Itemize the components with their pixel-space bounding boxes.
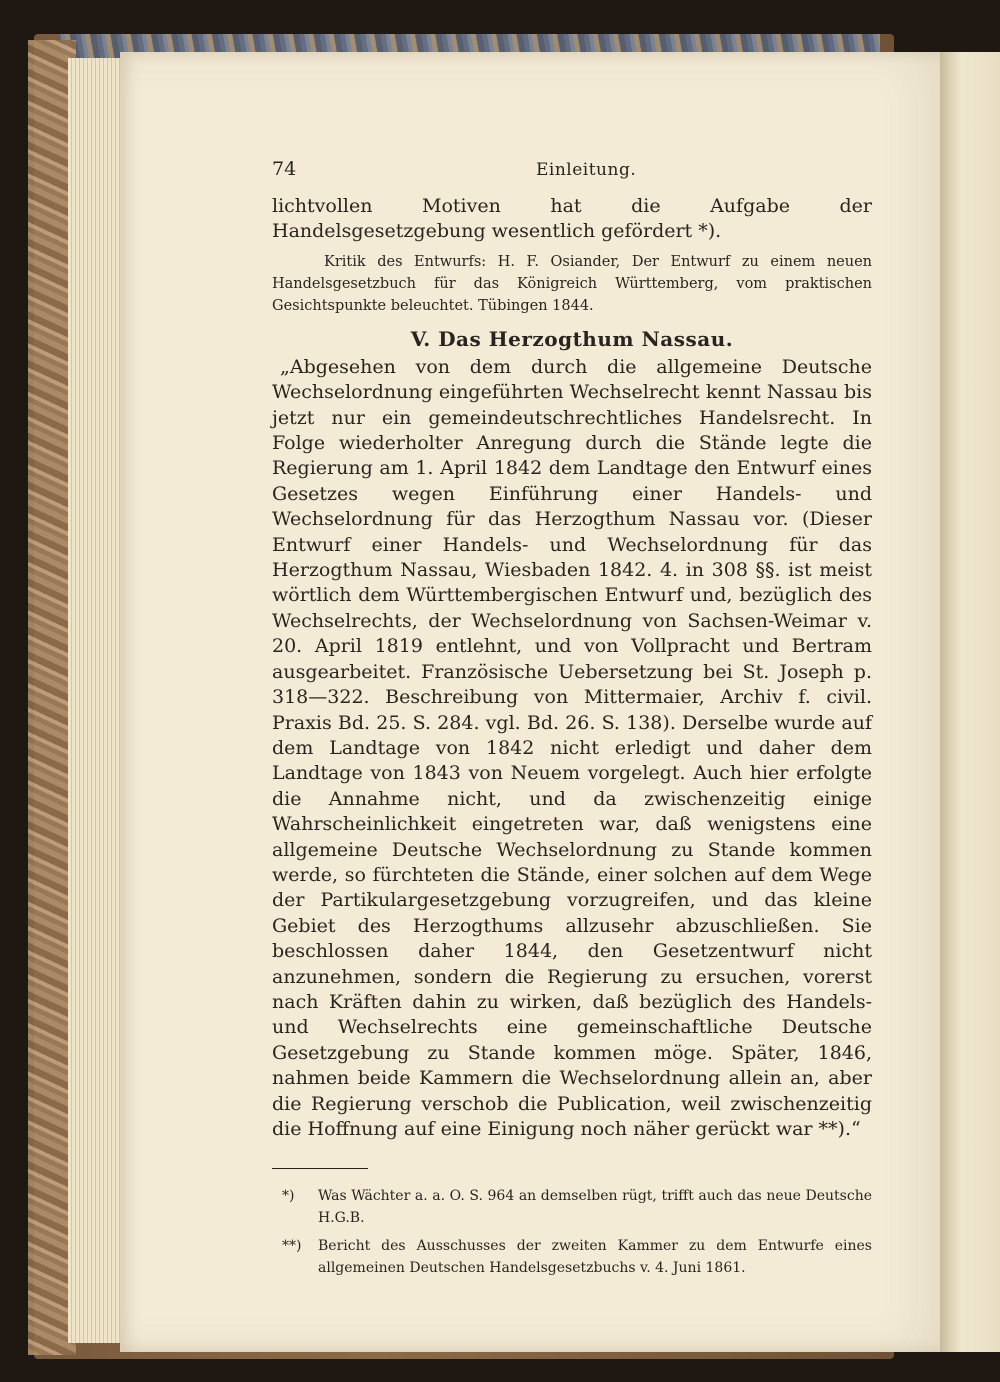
body-paragraph: „Abgesehen von dem durch die allgemeine Deutsche Wechselordnung eingeführten Wechselrecht kennt Nassau bis jetzt nur ein gemeindeutschrechtliches Handelsrecht. In Folge wiederholter Anregung durch die Stände legte die Regierung am 1. April 1842 dem Landtage den Entwurf eines Gesetzes wegen Einführung einer Handels- und Wechselordnung für das Herzogthum Nassau vor. (Dieser Entwurf einer Handels- und Wechselordnung für das Herzogthum Nassau, Wiesbaden 1842. 4. in 308 §§. ist meist wörtlich dem Württembergischen Entwurf und, bezüglich des Wechselrechts, der Wechselordnung von Sachsen-Weimar v. 20. April 1819 entlehnt, und von Vollpracht und Bertram ausgearbeitet. Französische Uebersetzung bei St. Joseph p. 318—322. Beschreibung von Mittermaier, Archiv f. civil. Praxis Bd. 25. S. 284. vgl. Bd. 26. S. 138). Derselbe wurde auf dem Landtage von 1842 nicht erledigt und daher dem Landtage von 1843 von Neuem vorgelegt. Auch hier erfolgte die Annahme nicht, und da zwischenzeitig einige Wahrscheinlichkeit eingetreten war, daß wenigstens eine allgemeine Deutsche Wechselordnung zu Stande kommen werde, so fürchteten die Stände, einer solchen auf dem Wege der Partikulargesetzgebung vorzugreifen, und das kleine Gebiet des Herzogthums allzusehr abzuschließen. Sie beschlossen daher 1844, den Gesetzentwurf nicht anzunehmen, sondern die Regierung zu ersuchen, vorerst nach Kräften dahin zu wirken, daß bezüglich des Handels- und Wechselrechts eine gemeinschaftliche Deutsche Gesetzgebung zu Stande kommen möge. Später, 1846, nahmen beide Kammern die Wechselordnung allein an, aber die Regierung verschob die Publication, weil zwischenzeitig die Hoffnung auf eine Einigung noch näher gerückt war **).“ [272, 355, 872, 1140]
footnote-text: Was Wächter a. a. O. S. 964 an demselben rügt, trifft auch das neue Deutsche H.G.B. [318, 1188, 872, 1227]
footnote-mark: *) [282, 1188, 295, 1205]
footnote-2 [272, 1235, 872, 1279]
running-head [272, 158, 872, 188]
footnote-rule [272, 1168, 368, 1169]
footnote-text: Bericht des Ausschusses der zweiten Kammer zu dem Entwurfe eines allgemeinen Deutschen Handelsgesetzbuchs v. 4. Juni 1861. [318, 1238, 872, 1277]
section-heading: V. Das Herzogthum Nassau. [410, 326, 734, 351]
page-content [272, 158, 872, 1285]
footnote-1 [272, 1185, 872, 1229]
continuation-paragraph: lichtvollen Motiven hat die Aufgabe der Handelsgesetzgebung wesentlich gefördert *). [272, 195, 872, 243]
footnote-mark: **) [282, 1238, 302, 1255]
page-gutter [940, 52, 1000, 1352]
kritik-note: Kritik des Entwurfs: H. F. Osiander, Der Entwurf zu einem neuen Handelsgesetzbuch für das Königreich Württemberg, vom praktischen Gesichtspunkte beleuchtet. Tübingen 1844. [272, 253, 872, 314]
page-number: 74 [272, 158, 297, 180]
running-title: Einleitung. [536, 160, 637, 180]
